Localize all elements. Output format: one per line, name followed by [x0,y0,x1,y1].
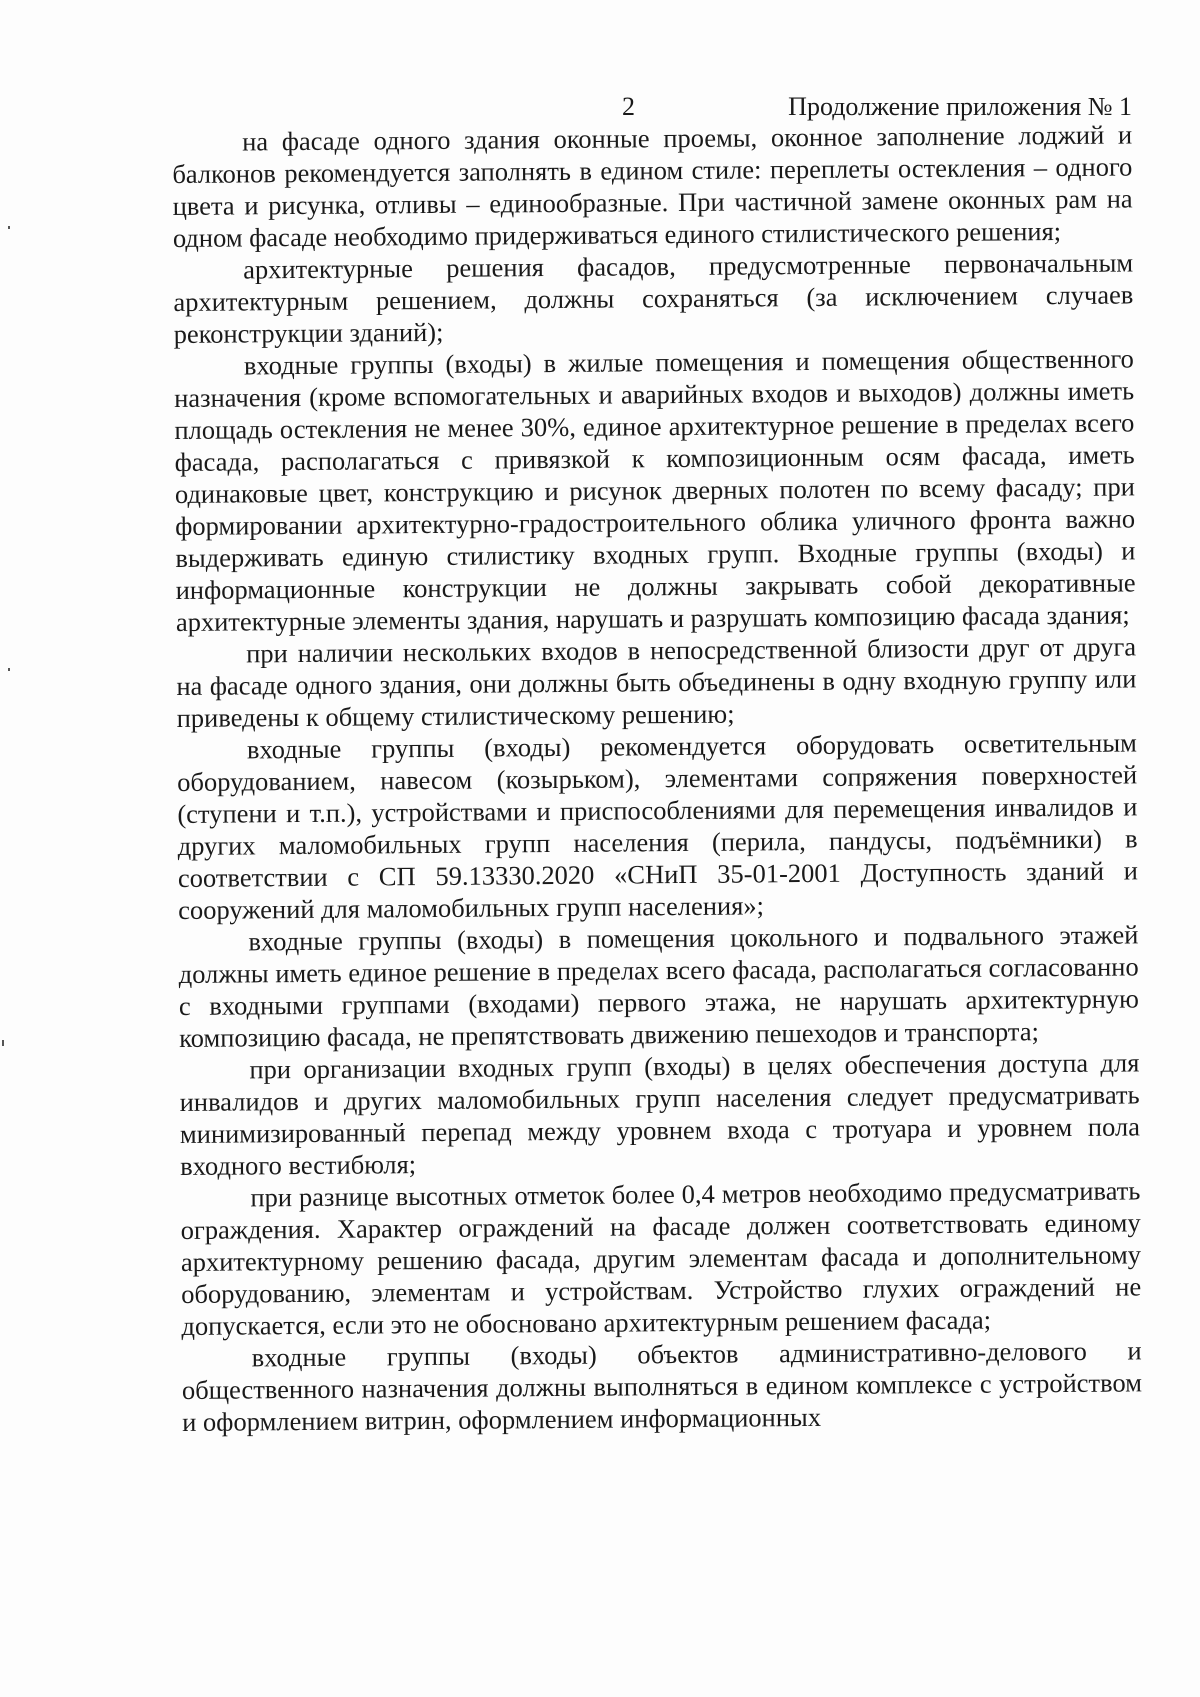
paragraph-facade-solutions: архитектурные решения фасадов, предусмотренные первоначальным архитектурным решением, должны сохраняться (за исключением случаев реконструкции зданий); [173,247,1134,349]
paragraph-administrative-entrances: входные группы (входы) объектов административно-делового и общественного назначения должны выполняться в едином комплексе с устройством и оформлением витрин, оформлением информационных [181,1335,1143,1437]
page-number: 2 [622,92,635,121]
paragraph-accessibility: при организации входных групп (входы) в целях обеспечения доступа для инвалидов и других маломобильных групп населения следует предусматривать минимизированный перепад между уровнем входа с тротуара и уровнем пола входного вестибюля; [179,1047,1141,1181]
paragraph-entrance-groups: входные группы (входы) в жилые помещения и помещения общественного назначения (кроме вспомогательных и аварийных входов и выходов) должны иметь площадь остекления не менее 30%, единое архитектурное решение в пределах всего фасада, располагаться с привязкой к композиционным осям фасада, иметь одинаковые цвет, конструкцию и рисунок дверных полотен по всему фасаду; при формировании архитектурно-градостроительного облика уличного фронта важно выдерживать единую стилистику входных групп. Входные группы (входы) и информационные конструкции не должны закрывать собой декоративные архитектурные элементы здания, нарушать и разрушать композицию фасада здания; [174,343,1136,637]
paragraph-railings: при разнице высотных отметок более 0,4 метров необходимо предусматривать ограждения. Характер ограждений на фасаде должен соответствовать единому архитектурному решению фасада, другим элементам фасада и дополнительному оборудованию, элементам и устройствам. Устройство глухих ограждений не допускается, если это не обосновано архитектурным решением фасада; [180,1175,1142,1341]
appendix-continuation-label: Продолжение приложения № 1 [788,92,1132,121]
scan-artifact [2,1040,4,1046]
scan-artifact [8,668,10,671]
paragraph-entrance-equipment: входные группы (входы) рекомендуется оборудовать осветительным оборудованием, навесом (козырьком), элементами сопряжения поверхностей (ступени и т.п.), устройствами и приспособлениями для перемещения инвалидов и других маломобильных групп населения (перила, пандусы, подъёмники) в соответствии с СП 59.13330.2020 «СНиП 35-01-2001 Доступность зданий и сооружений для маломобильных групп населения»; [177,727,1138,925]
paragraph-basement-entrances: входные группы (входы) в помещения цокольного и подвального этажей должны иметь единое решение в пределах всего фасада, располагаться согласованно с входными группами (входами) первого этажа, не нарушать архитектурную композицию фасада, не препятствовать движению пешеходов и транспорта; [178,919,1139,1053]
document-body [172,118,1142,1437]
paragraph-multiple-entrances: при наличии нескольких входов в непосредственной близости друг от друга на фасаде одного здания, они должны быть объединены в одну входную группу или приведены к общему стилистическому решению; [176,631,1137,733]
paragraph-window-openings: на фасаде одного здания оконные проемы, оконное заполнение лоджий и балконов рекомендуется заполнять в едином стиле: переплеты остекления – одного цвета и рисунка, отливы – единообразные. При частичной замене оконных рам на одном фасаде необходимо придерживаться единого стилистического решения; [172,119,1133,253]
scan-artifact [8,226,10,229]
